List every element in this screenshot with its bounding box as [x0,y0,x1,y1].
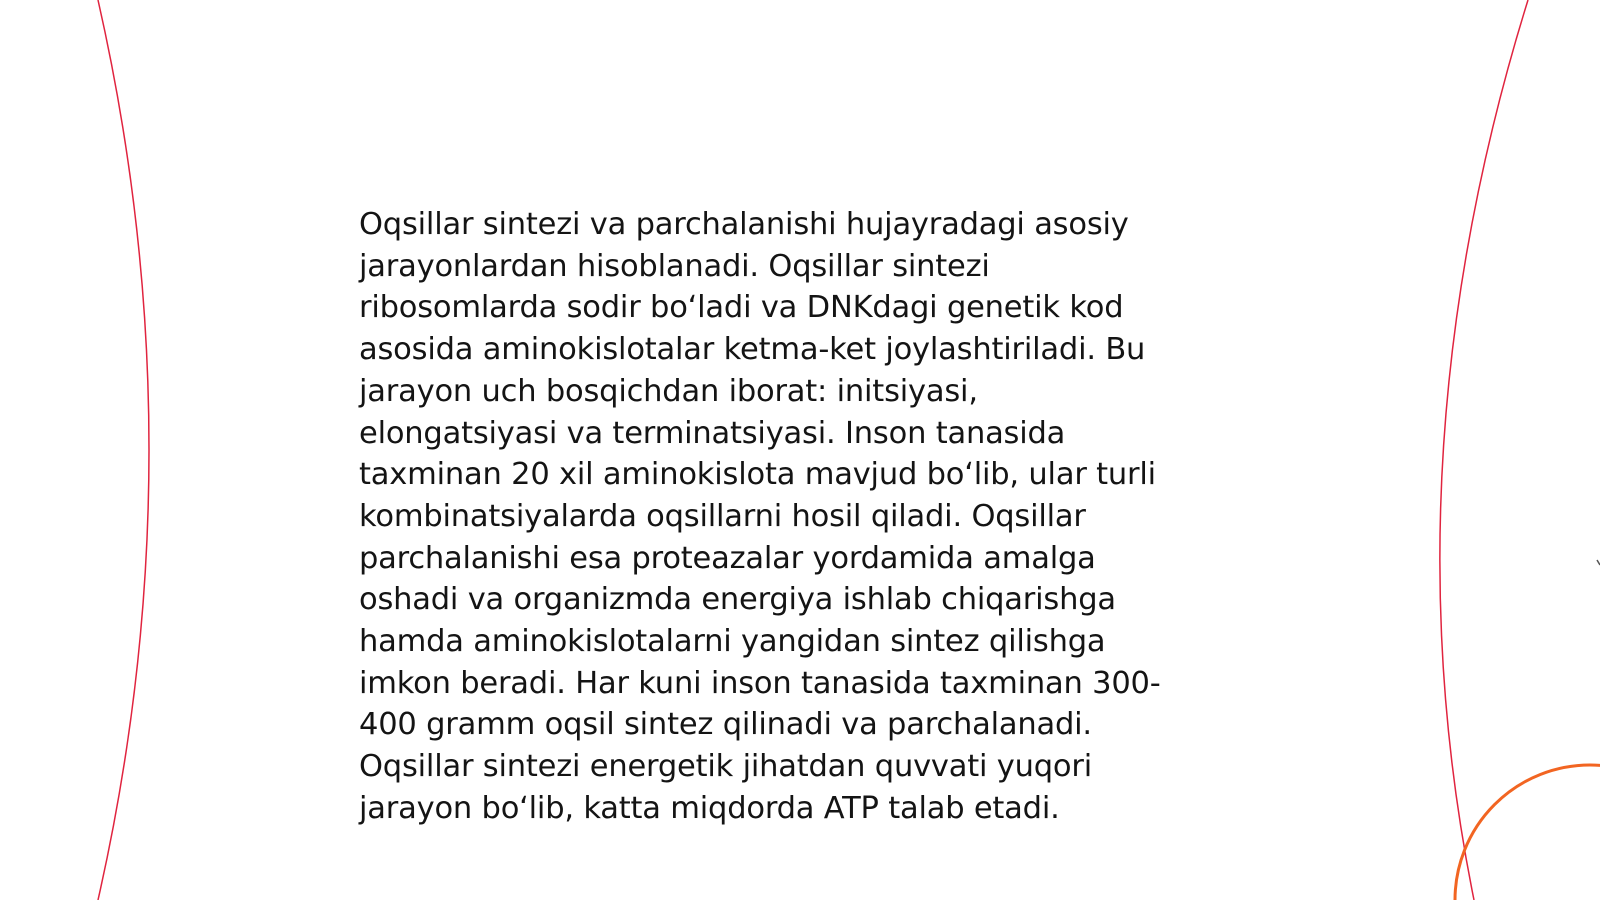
orange-circle-outline [1455,765,1600,900]
body-line: elongatsiyasi va terminatsiyasi. Inson tanasida [359,415,1066,451]
body-line: hamda aminokislotalarni yangidan sintez qilishga [359,624,1106,660]
right-arc-line [1440,0,1528,900]
body-line: jarayonlardan hisoblanadi. Oqsillar sintezi [359,248,990,284]
body-line: oshadi va organizmda energiya ishlab chiqarishga [359,582,1116,618]
body-line: Oqsillar sintezi va parchalanishi hujayradagi asosiy [359,207,1129,242]
body-line: asosida aminokislotalar ketma-ket joylashtiriladi. Bu [359,332,1146,368]
body-line: ribosomlarda sodir bo‘ladi va DNKdagi genetik kod [359,290,1124,326]
body-line: imkon beradi. Har kuni inson tanasida taxminan 300- [359,665,1161,701]
body-line: Oqsillar sintezi energetik jihatdan quvvati yuqori [359,749,1093,785]
body-line: jarayon uch bosqichdan iborat: initsiyasi, [359,373,978,409]
body-paragraph [359,204,1239,830]
body-line: 400 gramm oqsil sintez qilinadi va parchalanadi. [359,707,1092,743]
body-line: jarayon bo‘lib, katta miqdorda ATP talab etadi. [359,790,1060,826]
body-line: taxminan 20 xil aminokislota mavjud bo‘lib, ular turli [359,457,1156,493]
body-line: parchalanishi esa proteazalar yordamida amalga [359,540,1096,576]
body-line: kombinatsiyalarda oqsillarni hosil qiladi. Oqsillar [359,498,1086,534]
left-arc-line [98,0,149,900]
